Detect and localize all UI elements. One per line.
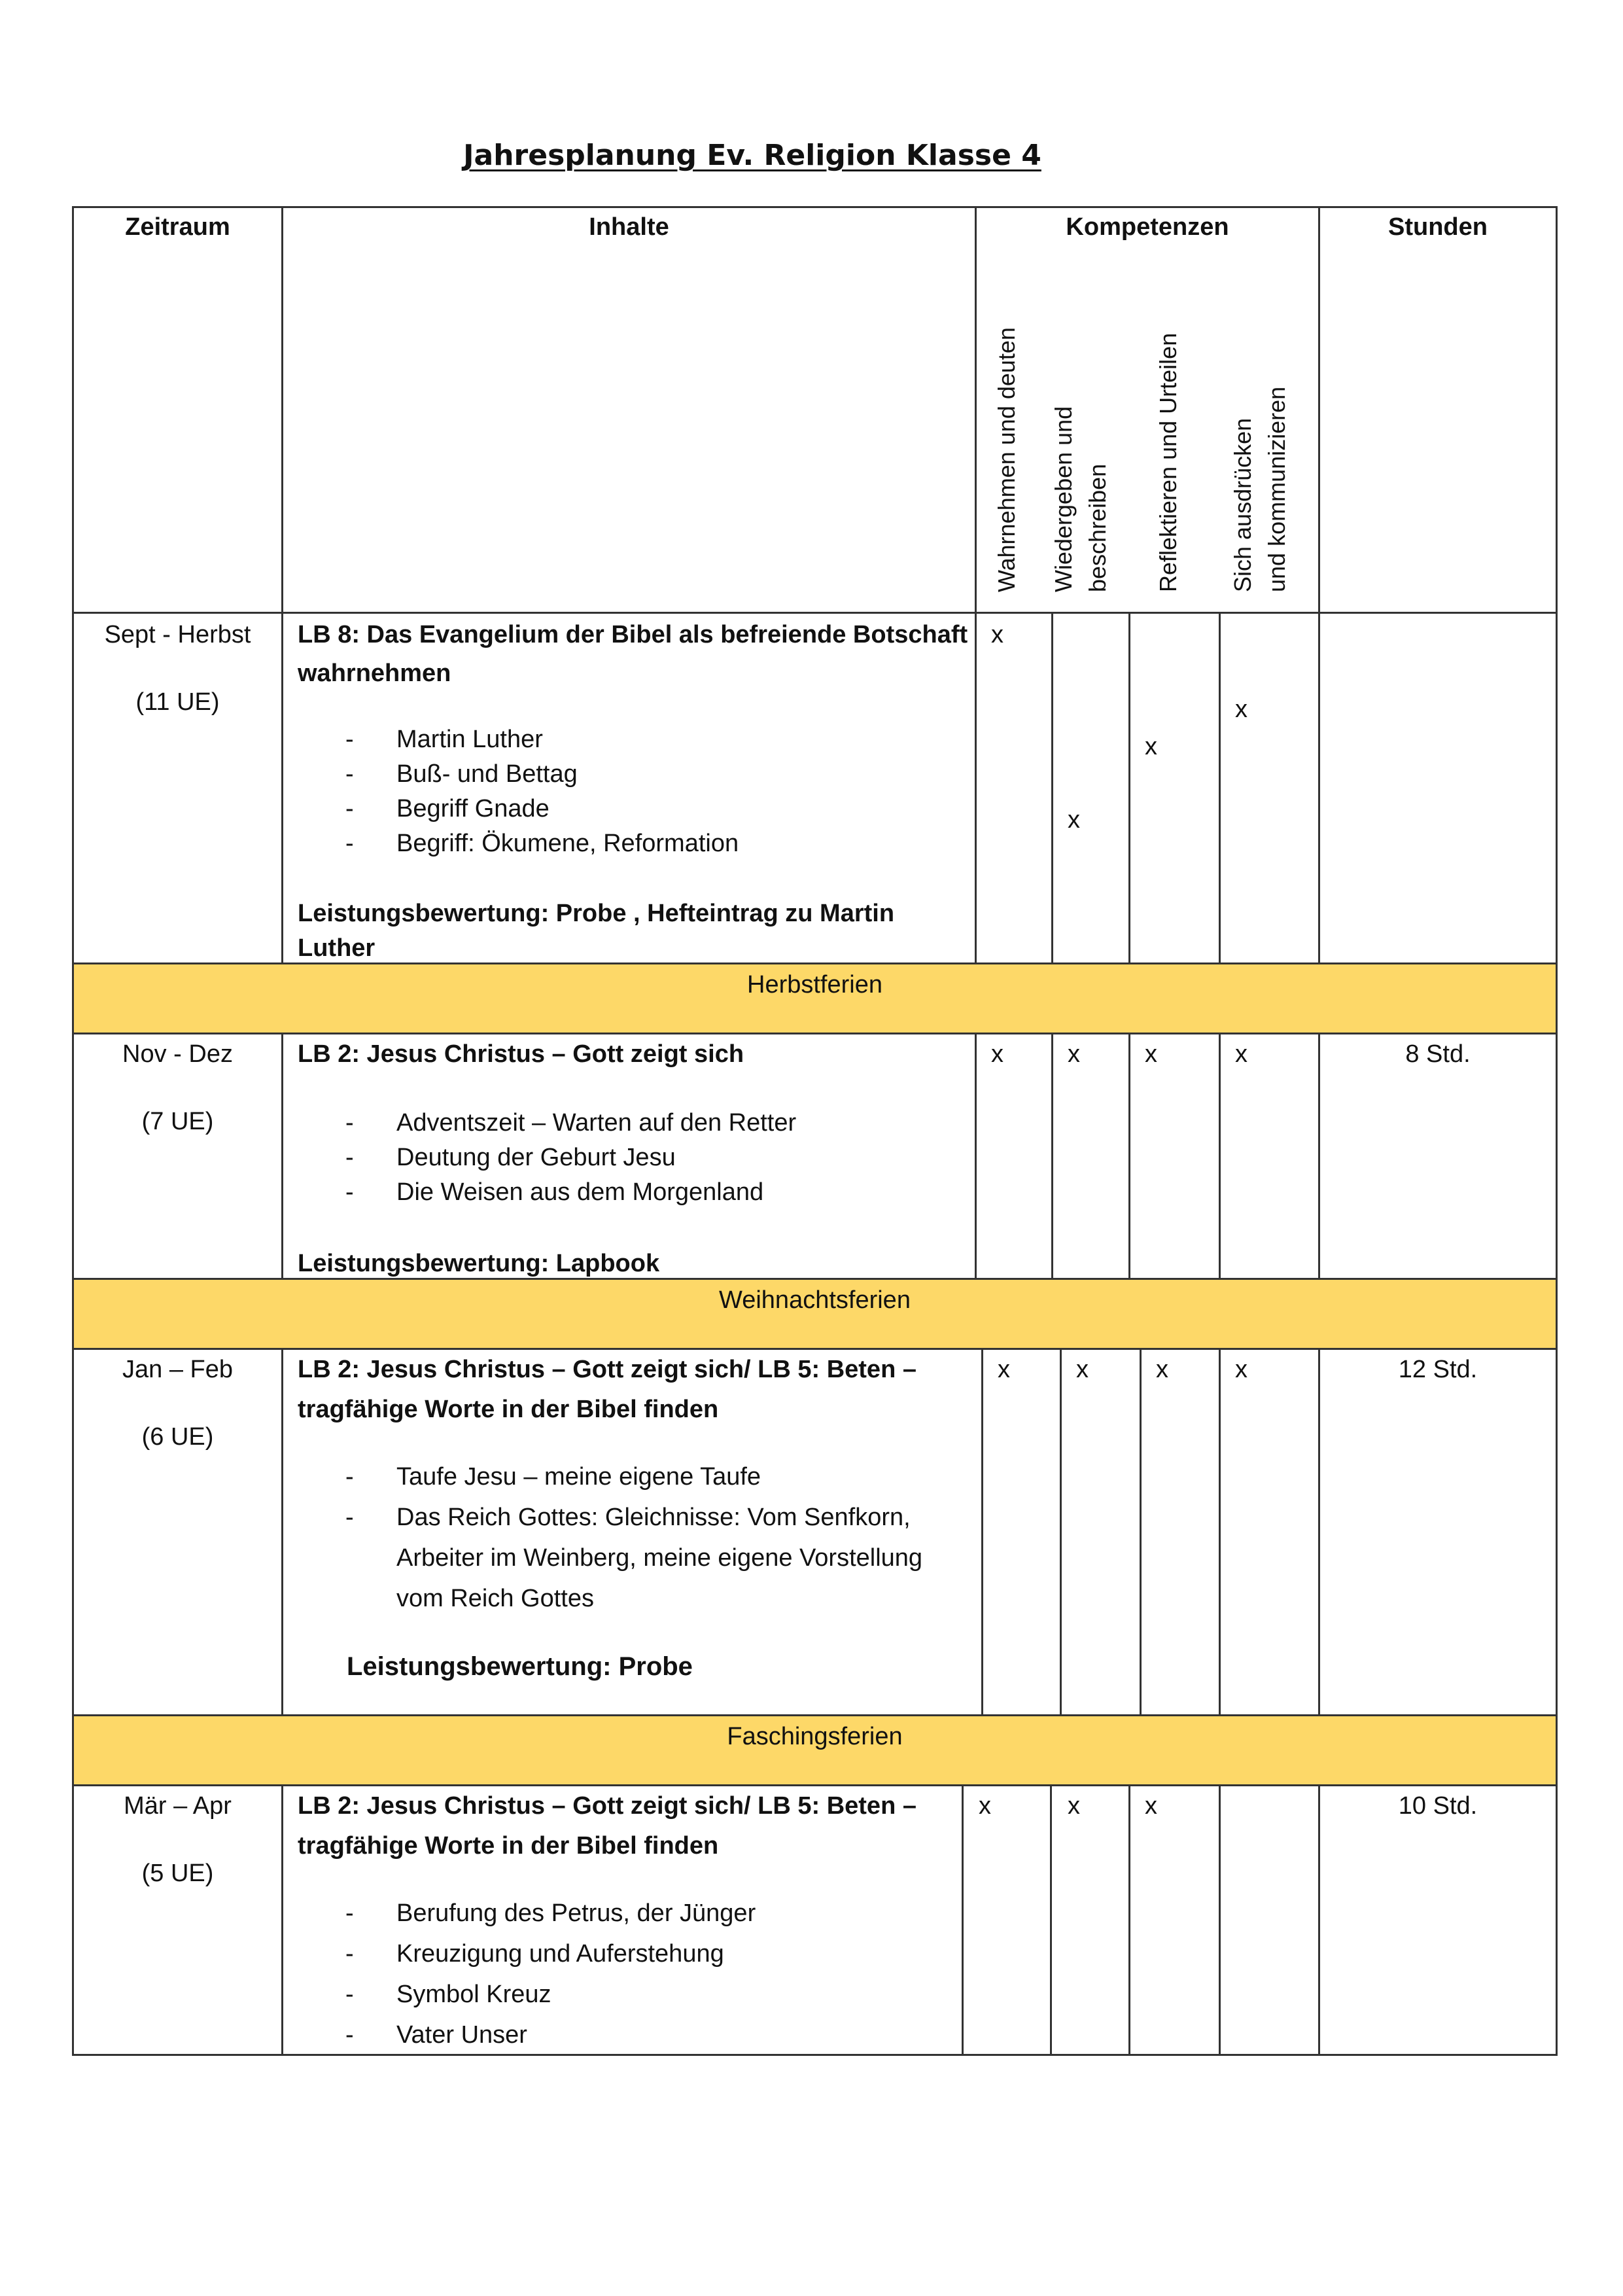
row-zeitraum: Mär – Apr [124,1792,232,1820]
list-bullet: - [345,760,354,788]
komp-header-line: Sich ausdrücken [1229,417,1256,592]
mark-reflektieren: x [1145,733,1157,760]
grid-line [72,1348,1558,1350]
list-item-text: Symbol Kreuz [396,1981,551,2008]
header-stunden: Stunden [1388,213,1488,241]
komp-header-wiedergeben [1047,406,1115,592]
list-item [345,1106,797,1140]
list-bullet: - [345,1899,354,1927]
list-item [345,1175,796,1210]
break-label: Herbstferien [747,971,882,998]
komp-header-line: und kommunizieren [1263,386,1290,592]
list-item-continuation [396,1578,922,1619]
mark-wahrnehmen: x [998,1356,1010,1383]
list-item-text: vom Reich Gottes [396,1585,594,1612]
grid-line [72,2054,1558,2056]
row-stunden: 8 Std. [1405,1040,1471,1068]
list-item-text: Vater Unser [396,2021,527,2049]
list-item [345,792,739,826]
row-bewertung: Leistungsbewertung: Probe , Hefteintrag zu Martin [298,900,895,927]
list-item [345,1974,756,2015]
list-item-text: Arbeiter im Weinberg, meine eigene Vorstellung [396,1544,923,1572]
list-bullet: - [345,795,354,822]
row-zeitraum: Nov - Dez [122,1040,233,1068]
grid-line [975,206,977,964]
mark-wiedergeben: x [1068,1040,1080,1068]
break-label: Weihnachtsferien [719,1286,911,1314]
grid-line [1051,1033,1053,1279]
grid-line [1318,1348,1320,1716]
row-bewertung: Luther [298,934,375,962]
list-item [345,1457,922,1497]
list-item [345,757,739,792]
list-bullet: - [345,2021,354,2049]
grid-line [281,206,283,964]
grid-line [1219,1784,1221,2055]
grid-line [72,1784,1558,1786]
row-ue: (6 UE) [141,1423,214,1451]
header-inhalte: Inhalte [589,213,669,241]
grid-line [72,206,1558,208]
row-bewertung: Leistungsbewertung: Lapbook [298,1250,660,1277]
row-lb-title: tragfähige Worte in der Bibel finden [298,1832,719,1860]
grid-line [1318,206,1320,964]
list-item [345,1934,756,1974]
row-bewertung: Leistungsbewertung: Probe [347,1652,693,1681]
list-item-text: Begriff Gnade [396,795,550,822]
grid-line [281,1348,283,1716]
list-item-text: Taufe Jesu – meine eigene Taufe [396,1463,761,1491]
mark-reflektieren: x [1145,1040,1157,1068]
grid-line [281,1033,283,1279]
grid-line [981,1348,983,1716]
row-lb-title: LB 8: Das Evangelium der Bibel als befreiende Botschaft [298,621,968,648]
list-item-text: Buß- und Bettag [396,760,578,788]
grid-line [72,1714,1558,1716]
row-lb-title: wahrnehmen [298,660,451,687]
grid-line [1140,1348,1142,1716]
topic-list [345,1106,797,1210]
topic-list [345,1893,756,2055]
page-title: Jahresplanung Ev. Religion Klasse 4 [463,139,1041,172]
list-item-text: Adventszeit – Warten auf den Retter [396,1109,797,1137]
list-item [345,2015,756,2055]
mark-ausdruecken: x [1235,1356,1248,1383]
grid-line [1128,612,1130,964]
list-item [345,826,739,861]
list-item-text: Das Reich Gottes: Gleichnisse: Vom Senfkorn, [396,1504,911,1531]
grid-line [962,1784,964,2055]
komp-header-ausdruecken [1226,387,1294,592]
mark-wiedergeben: x [1068,806,1080,834]
grid-line [1219,612,1221,964]
list-item [345,1893,756,1934]
komp-header-wahrnehmen [990,327,1024,592]
mark-wahrnehmen: x [991,621,1003,648]
grid-line [1219,1348,1221,1716]
komp-header-reflektieren [1151,333,1185,592]
list-item-text: Begriff: Ökumene, Reformation [396,830,739,857]
grid-line [72,1033,1558,1034]
list-item-text: Kreuzigung und Auferstehung [396,1940,724,1968]
list-item [345,1140,796,1175]
break-label: Faschingsferien [727,1723,903,1750]
mark-reflektieren: x [1156,1356,1168,1383]
list-bullet: - [345,1981,354,2008]
list-bullet: - [345,726,354,753]
row-lb-title: LB 2: Jesus Christus – Gott zeigt sich [298,1040,744,1068]
komp-header-line: Wiedergeben und [1050,406,1077,592]
list-item [345,722,739,757]
row-stunden: 12 Std. [1398,1356,1478,1383]
row-lb-title: LB 2: Jesus Christus – Gott zeigt sich/ LB 5: Beten – [298,1792,916,1820]
grid-line [1556,206,1558,2056]
list-bullet: - [345,1463,354,1491]
list-item-continuation [396,1538,922,1578]
header-zeitraum: Zeitraum [125,213,230,241]
grid-line [975,1033,977,1279]
row-zeitraum: Sept - Herbst [104,621,251,648]
mark-wiedergeben: x [1068,1792,1080,1820]
grid-line [1318,1033,1320,1279]
row-zeitraum: Jan – Feb [122,1356,233,1383]
list-bullet: - [345,1940,354,1968]
grid-line [1318,1784,1320,2055]
grid-line [1050,1784,1052,2055]
mark-wiedergeben: x [1076,1356,1089,1383]
grid-line [1128,1033,1130,1279]
mark-wahrnehmen: x [991,1040,1003,1068]
komp-header-line: beschreiben [1084,463,1111,592]
row-ue: (5 UE) [141,1860,214,1887]
komp-header-line: Reflektieren und Urteilen [1155,332,1181,592]
list-item [345,1497,922,1538]
list-bullet: - [345,1178,354,1206]
grid-line [1051,612,1053,964]
row-lb-title: tragfähige Worte in der Bibel finden [298,1396,719,1423]
row-lb-title: LB 2: Jesus Christus – Gott zeigt sich/ LB 5: Beten – [298,1356,916,1383]
header-kompetenzen: Kompetenzen [1066,213,1229,241]
list-bullet: - [345,830,354,857]
mark-wahrnehmen: x [979,1792,991,1820]
row-ue: (11 UE) [135,688,220,716]
mark-ausdruecken: x [1235,1040,1248,1068]
list-item-text: Die Weisen aus dem Morgenland [396,1178,764,1206]
grid-line [281,1784,283,2055]
list-bullet: - [345,1504,354,1531]
grid-line [1128,1784,1130,2055]
komp-header-line: Wahrnehmen und deuten [993,327,1020,592]
mark-reflektieren: x [1145,1792,1157,1820]
grid-line [72,963,1558,964]
list-bullet: - [345,1144,354,1171]
grid-line [72,612,1558,614]
row-ue: (7 UE) [141,1108,214,1135]
grid-line [72,1278,1558,1280]
topic-list [345,722,739,861]
mark-ausdruecken: x [1235,696,1248,723]
topic-list [345,1457,923,1619]
grid-line [1060,1348,1062,1716]
list-bullet: - [345,1109,354,1137]
row-stunden: 10 Std. [1398,1792,1478,1820]
list-item-text: Deutung der Geburt Jesu [396,1144,676,1171]
list-item-text: Martin Luther [396,726,543,753]
list-item-text: Berufung des Petrus, der Jünger [396,1899,756,1927]
grid-line [1219,1033,1221,1279]
